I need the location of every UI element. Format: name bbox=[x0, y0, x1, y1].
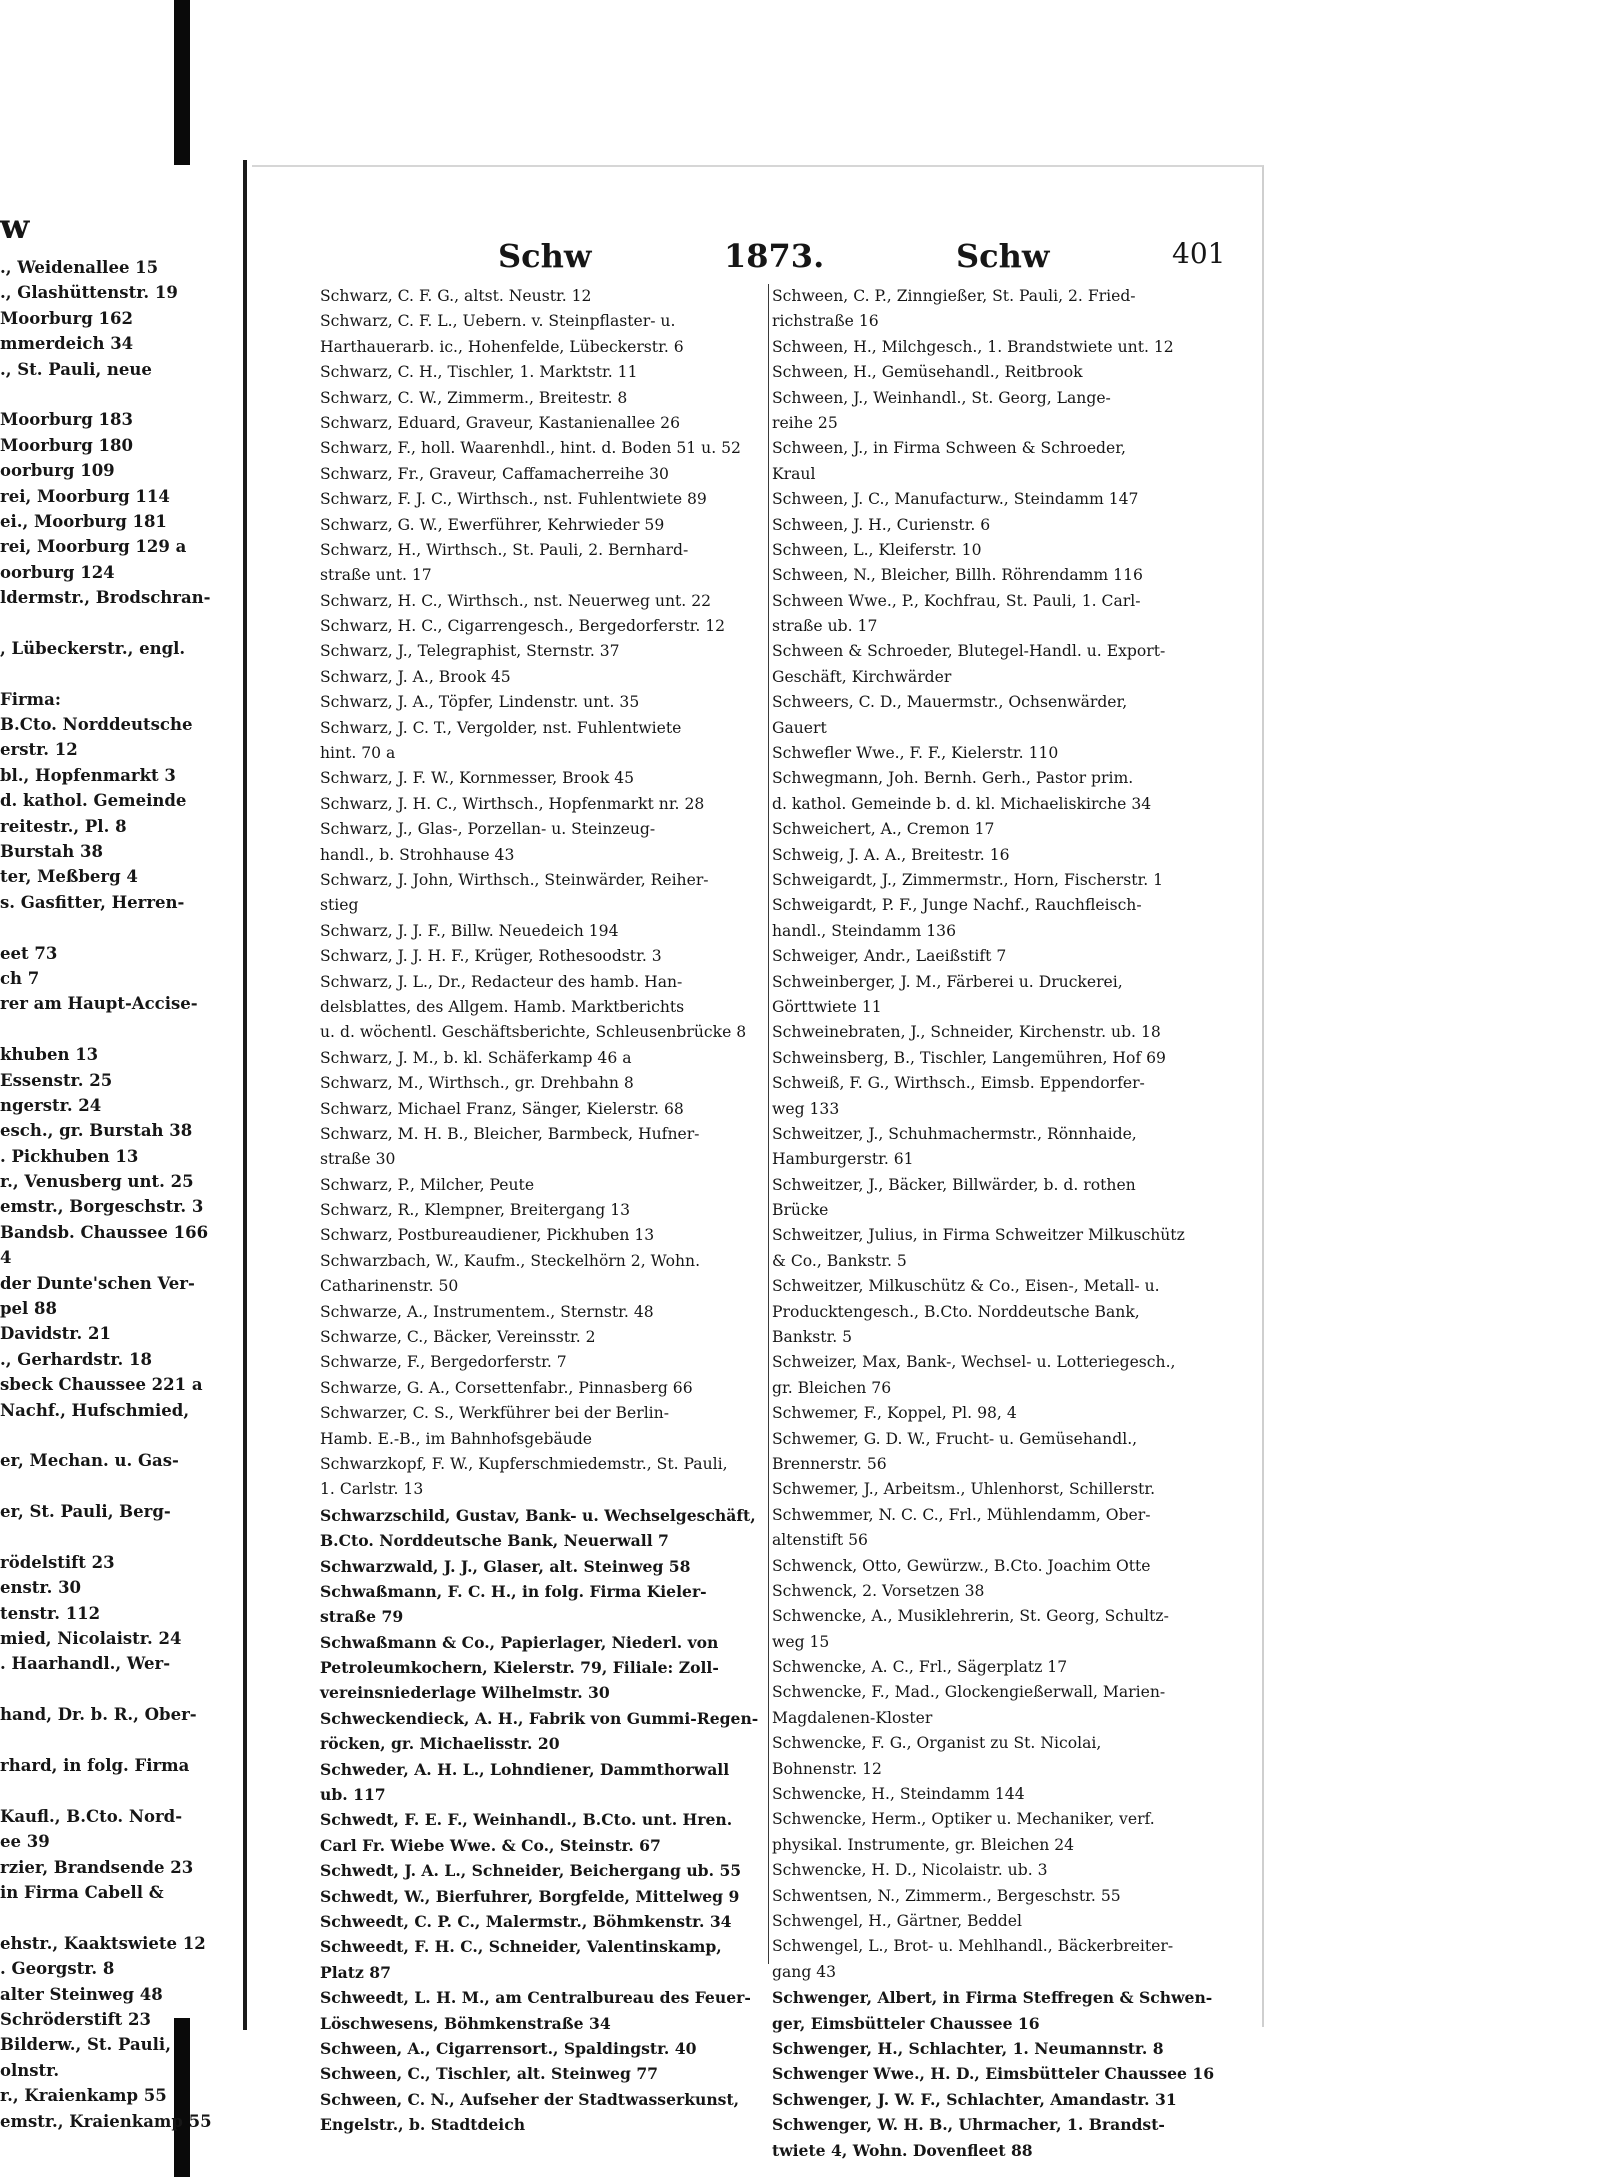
directory-entry-line: Schwarzkopf, F. W., Kupferschmiedemstr., St. Pauli, bbox=[320, 1454, 728, 1473]
directory-entry-line: Schwarzschild, Gustav, Bank- u. Wechselgeschäft, bbox=[320, 1505, 756, 1525]
page-header bbox=[252, 237, 1262, 287]
directory-entry-line: Davidstr. 21 bbox=[0, 1324, 111, 1344]
directory-entry-line: rzier, Brandsende 23 bbox=[0, 1857, 194, 1877]
directory-entry-line: enstr. 30 bbox=[0, 1578, 82, 1598]
directory-entry-line: Harthauerarb. ic., Hohenfelde, Lübeckerstr. 6 bbox=[320, 337, 684, 356]
directory-entry-line bbox=[0, 1525, 212, 1550]
directory-entry-line bbox=[0, 1474, 212, 1499]
directory-entry-line: s. Gasfitter, Herren- bbox=[0, 892, 185, 912]
directory-entry-line: oorburg 124 bbox=[0, 562, 115, 582]
directory-entry-line: der Dunte'schen Ver- bbox=[0, 1273, 195, 1293]
directory-entry-line: ub. 117 bbox=[320, 1785, 386, 1805]
directory-entry-line: Engelstr., b. Stadtdeich bbox=[320, 2115, 526, 2135]
directory-entry-line: rhard, in folg. Firma bbox=[0, 1756, 190, 1776]
directory-entry-line: Schweiger, Andr., Laeißstift 7 bbox=[772, 947, 1007, 966]
directory-entry-line: bl., Hopfenmarkt 3 bbox=[0, 765, 176, 785]
directory-entry-line: rei, Moorburg 114 bbox=[0, 486, 170, 506]
directory-entry-line: Hamburgerstr. 61 bbox=[772, 1150, 914, 1169]
directory-entry-line: Schweitzer, Julius, in Firma Schweitzer Milkuschütz bbox=[772, 1226, 1185, 1245]
directory-entry-line: Schweinberger, J. M., Färberei u. Druckerei, bbox=[772, 972, 1123, 991]
directory-entry-line: physikal. Instrumente, gr. Bleichen 24 bbox=[772, 1835, 1075, 1854]
directory-entry-line: Schwarz, M., Wirthsch., gr. Drehbahn 8 bbox=[320, 1074, 634, 1093]
directory-entry-line: Moorburg 162 bbox=[0, 308, 133, 328]
directory-entry-line: Schwarz, G. W., Ewerführer, Kehrwieder 59 bbox=[320, 515, 665, 534]
directory-entry-line bbox=[0, 1017, 212, 1042]
directory-entry-line: Petroleumkochern, Kielerstr. 79, Filiale: Zoll- bbox=[320, 1658, 719, 1678]
directory-entry-line: rödelstift 23 bbox=[0, 1552, 115, 1572]
directory-entry-line: Schwaßmann & Co., Papierlager, Niederl. von bbox=[320, 1632, 719, 1652]
directory-entry-line: Schwencke, H., Steindamm 144 bbox=[772, 1785, 1025, 1804]
directory-entry-line: Schwarz, C. F. L., Uebern. v. Steinpflaster- u. bbox=[320, 312, 676, 331]
directory-entry-line: Schween, L., Kleiferstr. 10 bbox=[772, 540, 982, 559]
directory-entry-line: Schröderstift 23 bbox=[0, 2009, 151, 2029]
directory-entry-line: Schwedt, F. E. F., Weinhandl., B.Cto. unt. Hren. bbox=[320, 1810, 733, 1830]
directory-entry-line: Bankstr. 5 bbox=[772, 1328, 853, 1347]
directory-entry-line: Schwencke, A. C., Frl., Sägerplatz 17 bbox=[772, 1658, 1068, 1677]
directory-entry-line: ., Gerhardstr. 18 bbox=[0, 1349, 152, 1369]
directory-entry-line: Schwarz, J. John, Wirthsch., Steinwärder, Reiher- bbox=[320, 870, 709, 889]
directory-entry-line: 4 bbox=[0, 1248, 12, 1268]
directory-entry-line: delsblattes, des Allgem. Hamb. Marktberichts bbox=[320, 997, 685, 1016]
directory-entry-line bbox=[0, 1778, 212, 1803]
directory-entry-line: Schweigardt, J., Zimmermstr., Horn, Fischerstr. 1 bbox=[772, 870, 1164, 889]
directory-entry-line: Schwarz, J. C. T., Vergolder, nst. Fuhlentwiete bbox=[320, 718, 682, 737]
directory-entry-line bbox=[0, 382, 212, 407]
directory-entry-line: Schween, J., in Firma Schween & Schroeder, bbox=[772, 439, 1126, 458]
directory-entry-line: Bilderw., St. Pauli, bbox=[0, 2035, 171, 2055]
directory-entry-line: Schwarz, C. W., Zimmerm., Breitestr. 8 bbox=[320, 388, 628, 407]
directory-entry-line: Carl Fr. Wiebe Wwe. & Co., Steinstr. 67 bbox=[320, 1835, 661, 1855]
binding-bar-top bbox=[174, 0, 190, 165]
directory-entry-line: Producktengesch., B.Cto. Norddeutsche Bank, bbox=[772, 1302, 1140, 1321]
directory-entry-line: Schwenger, J. W. F., Schlachter, Amandastr. 31 bbox=[772, 2089, 1177, 2109]
directory-entry-line: Schween, C., Tischler, alt. Steinweg 77 bbox=[320, 2064, 659, 2084]
directory-entry-line: Schween & Schroeder, Blutegel-Handl. u. Export- bbox=[772, 642, 1166, 661]
directory-entry-line: stieg bbox=[320, 896, 359, 915]
directory-entry-line: Kaufl., B.Cto. Nord- bbox=[0, 1806, 183, 1826]
directory-entry-line: Schwegmann, Joh. Bernh. Gerh., Pastor prim. bbox=[772, 769, 1134, 788]
directory-entry-line: ei., Moorburg 181 bbox=[0, 511, 167, 531]
directory-entry-line: Schwencke, F., Mad., Glockengießerwall, Marien- bbox=[772, 1683, 1166, 1702]
directory-entry-line: Schweiß, F. G., Wirthsch., Eimsb. Eppendorfer- bbox=[772, 1074, 1145, 1093]
directory-entry-line: Schwarz, J., Telegraphist, Sternstr. 37 bbox=[320, 642, 620, 661]
directory-page bbox=[252, 165, 1264, 2160]
directory-entry-line: Schwencke, A., Musiklehrerin, St. Georg, Schultz- bbox=[772, 1607, 1169, 1626]
directory-entry-line: Schwarzbach, W., Kaufm., Steckelhörn 2, Wohn. bbox=[320, 1251, 701, 1270]
directory-entry-line: Schwarz, H. C., Wirthsch., nst. Neuerweg unt. 22 bbox=[320, 591, 712, 610]
directory-entry-line: Schwencke, Herm., Optiker u. Mechaniker, verf. bbox=[772, 1810, 1155, 1829]
directory-entry-line: tenstr. 112 bbox=[0, 1603, 101, 1623]
directory-entry-line: weg 133 bbox=[772, 1099, 840, 1118]
directory-entry-line: gr. Bleichen 76 bbox=[772, 1378, 892, 1397]
directory-entry-line: Schweedt, C. P. C., Malermstr., Böhmkenstr. 34 bbox=[320, 1912, 732, 1931]
directory-entry-line: Schwarze, F., Bergedorferstr. 7 bbox=[320, 1353, 567, 1372]
directory-entry-line: Schwenger Wwe., H. D., Eimsbütteler Chaussee 16 bbox=[772, 2064, 1215, 2084]
directory-entry-line: Schweedt, F. H. C., Schneider, Valentinskamp, bbox=[320, 1937, 722, 1957]
directory-entry-line: Schweichert, A., Cremon 17 bbox=[772, 820, 995, 839]
directory-entry-line: handl., b. Strohhause 43 bbox=[320, 845, 515, 864]
directory-entry-line: Moorburg 183 bbox=[0, 410, 133, 430]
directory-entry-line bbox=[0, 1728, 212, 1753]
directory-entry-line: Schwefler Wwe., F. F., Kielerstr. 110 bbox=[772, 744, 1059, 763]
directory-entry-line: in Firma Cabell & bbox=[0, 1883, 164, 1902]
directory-entry-line: Schwarz, Michael Franz, Sänger, Kielerstr. 68 bbox=[320, 1099, 684, 1118]
directory-entry-line: hint. 70 a bbox=[320, 744, 396, 763]
directory-entry-line: u. d. wöchentl. Geschäftsberichte, Schleusenbrücke 8 bbox=[320, 1023, 747, 1042]
directory-entry-line: Schweckendieck, A. H., Fabrik von Gummi-Regen- bbox=[320, 1708, 759, 1728]
directory-entry-line: Schwencke, F. G., Organist zu St. Nicolai, bbox=[772, 1734, 1102, 1753]
directory-entry-line: weg 15 bbox=[772, 1632, 830, 1651]
directory-entry-line: Schwenger, Albert, in Firma Steffregen & Schwen- bbox=[772, 1988, 1213, 2008]
directory-entry-line: Schwenck, 2. Vorsetzen 38 bbox=[772, 1581, 985, 1600]
directory-entry-line: Schween, J. C., Manufacturw., Steindamm 147 bbox=[772, 490, 1139, 509]
directory-entry-line: Schwarzer, C. S., Werkführer bei der Berlin- bbox=[320, 1404, 669, 1423]
directory-entry-line: Schween, H., Milchgesch., 1. Brandstwiete unt. 12 bbox=[772, 337, 1174, 356]
directory-entry-line: altenstift 56 bbox=[772, 1531, 868, 1550]
directory-entry-line: Schwarz, R., Klempner, Breitergang 13 bbox=[320, 1201, 631, 1220]
directory-entry-line: Schwarz, J. J. F., Billw. Neuedeich 194 bbox=[320, 921, 619, 940]
directory-entry-line: Schwaßmann, F. C. H., in folg. Firma Kieler- bbox=[320, 1581, 707, 1601]
directory-entry-line: & Co., Bankstr. 5 bbox=[772, 1251, 907, 1270]
directory-entry-line: khuben 13 bbox=[0, 1045, 99, 1065]
directory-entry-line: Schweizer, Max, Bank-, Wechsel- u. Lotteriegesch., bbox=[772, 1353, 1176, 1372]
directory-entry-line: alter Steinweg 48 bbox=[0, 1984, 163, 2004]
directory-entry-line: Schweitzer, Milkuschütz & Co., Eisen-, Metall- u. bbox=[772, 1277, 1160, 1296]
directory-entry-line: Bandsb. Chaussee 166 bbox=[0, 1222, 209, 1242]
directory-entry-line: Schweedt, L. H. M., am Centralbureau des Feuer- bbox=[320, 1988, 751, 2008]
directory-entry-line: mied, Nicolaistr. 24 bbox=[0, 1629, 182, 1649]
directory-entry-line: Schwemmer, N. C. C., Frl., Mühlendamm, Ober- bbox=[772, 1505, 1151, 1524]
directory-entry-line: Schwarz, F. J. C., Wirthsch., nst. Fuhlentwiete 89 bbox=[320, 490, 707, 509]
directory-entry-line: Schwarz, J. J. H. F., Krüger, Rothesoodstr. 3 bbox=[320, 947, 662, 966]
directory-entry-line: . Georgstr. 8 bbox=[0, 1959, 115, 1979]
column-divider bbox=[768, 284, 769, 1964]
directory-entry-line: Nachf., Hufschmied, bbox=[0, 1400, 190, 1420]
directory-entry-line: Schwenger, H., Schlachter, 1. Neumannstr. 8 bbox=[772, 2038, 1164, 2058]
directory-entry-line: vereinsniederlage Wilhelmstr. 30 bbox=[320, 1683, 610, 1703]
directory-entry-line: Schweinebraten, J., Schneider, Kirchenstr. ub. 18 bbox=[772, 1023, 1161, 1042]
directory-entry-line: Schweers, C. D., Mauermstr., Ochsenwärder, bbox=[772, 693, 1128, 712]
directory-entry-line: Bohnenstr. 12 bbox=[772, 1759, 882, 1778]
directory-entry-line: Schwenck, Otto, Gewürzw., B.Cto. Joachim Otte bbox=[772, 1556, 1151, 1575]
directory-entry-line: emstr., Kraienkamp 55 bbox=[0, 2111, 212, 2131]
directory-entry-line: Schweitzer, J., Bäcker, Billwärder, b. d. rothen bbox=[772, 1175, 1136, 1194]
directory-entry-line: er, Mechan. u. Gas- bbox=[0, 1451, 179, 1471]
directory-entry-line: ldermstr., Brodschran- bbox=[0, 588, 211, 608]
directory-entry-line bbox=[0, 1677, 212, 1702]
directory-entry-line: Platz 87 bbox=[320, 1962, 391, 1982]
directory-entry-line: straße ub. 17 bbox=[772, 617, 878, 636]
directory-entry-line: Schwedt, W., Bierfuhrer, Borgfelde, Mittelweg 9 bbox=[320, 1886, 740, 1906]
directory-entry-line: Schweigardt, P. F., Junge Nachf., Rauchfleisch- bbox=[772, 896, 1142, 915]
directory-entry-line: Schween, N., Bleicher, Billh. Röhrendamm 116 bbox=[772, 566, 1143, 585]
directory-entry-line: emstr., Borgeschstr. 3 bbox=[0, 1197, 204, 1217]
directory-entry-line: ehstr., Kaaktswiete 12 bbox=[0, 1933, 206, 1953]
directory-entry-line: Gauert bbox=[772, 718, 827, 737]
directory-entry-line: er, St. Pauli, Berg- bbox=[0, 1502, 171, 1522]
directory-entry-line: Geschäft, Kirchwärder bbox=[772, 667, 952, 686]
header-year: 1873. bbox=[724, 237, 825, 275]
directory-entry-line: ger, Eimsbütteler Chaussee 16 bbox=[772, 2013, 1040, 2033]
directory-entry-line: erstr. 12 bbox=[0, 740, 78, 760]
directory-entry-line: Schweitzer, J., Schuhmachermstr., Rönnhaide, bbox=[772, 1124, 1137, 1143]
directory-entry-line bbox=[0, 1905, 212, 1930]
directory-entry-line bbox=[0, 661, 212, 686]
directory-entry-line: pel 88 bbox=[0, 1299, 58, 1319]
directory-entry-line: r., Kraienkamp 55 bbox=[0, 2086, 167, 2106]
directory-entry-line: Schwarz, H. C., Cigarrengesch., Bergedorferstr. 12 bbox=[320, 617, 726, 636]
directory-entry-line: . Haarhandl., Wer- bbox=[0, 1654, 171, 1674]
directory-entry-line: Schween, C. N., Aufseher der Stadtwasserkunst, bbox=[320, 2089, 740, 2109]
page-number: 401 bbox=[1172, 237, 1226, 270]
directory-entry-line: Schwengel, H., Gärtner, Beddel bbox=[772, 1912, 1022, 1930]
directory-entry-line: olnstr. bbox=[0, 2060, 60, 2080]
directory-entry-line: straße unt. 17 bbox=[320, 566, 432, 585]
directory-entry-line: Schwencke, H. D., Nicolaistr. ub. 3 bbox=[772, 1861, 1048, 1880]
directory-entry-line: Brennerstr. 56 bbox=[772, 1454, 887, 1473]
directory-entry-line: rei, Moorburg 129 a bbox=[0, 537, 187, 557]
directory-entry-line: Schwarz, J., Glas-, Porzellan- u. Steinzeug- bbox=[320, 820, 656, 839]
directory-entry-line: Schween, C. P., Zinngießer, St. Pauli, 2. Fried- bbox=[772, 287, 1136, 305]
directory-entry-line: 1. Carlstr. 13 bbox=[320, 1480, 424, 1499]
directory-entry-line: Schwarz, J. L., Dr., Redacteur des hamb. Han- bbox=[320, 972, 683, 991]
directory-entry-line: oorburg 109 bbox=[0, 461, 115, 481]
directory-entry-line: Firma: bbox=[0, 689, 61, 709]
directory-entry-line: B.Cto. Norddeutsche Bank, Neuerwall 7 bbox=[320, 1531, 669, 1551]
directory-entry-line: Schwedt, J. A. L., Schneider, Beichergang ub. 55 bbox=[320, 1861, 742, 1881]
directory-entry-line: d. kathol. Gemeinde b. d. kl. Michaeliskirche 34 bbox=[772, 794, 1152, 813]
directory-entry-line: Schwarz, C. H., Tischler, 1. Marktstr. 11 bbox=[320, 363, 638, 382]
directory-entry-line: . Pickhuben 13 bbox=[0, 1146, 139, 1166]
directory-entry-line: Schwarz, C. F. G., altst. Neustr. 12 bbox=[320, 287, 592, 305]
directory-entry-line: Schwarzwald, J. J., Glaser, alt. Steinweg 58 bbox=[320, 1556, 691, 1576]
directory-entry-line: Schwarz, F., holl. Waarenhdl., hint. d. Boden 51 u. 52 bbox=[320, 439, 741, 458]
right-column bbox=[772, 284, 1220, 2163]
directory-entry-line: Löschwesens, Böhmkenstraße 34 bbox=[320, 2013, 611, 2033]
directory-entry-line bbox=[0, 915, 212, 940]
directory-entry-line: Schwarz, J. A., Töpfer, Lindenstr. unt. 35 bbox=[320, 693, 640, 712]
directory-entry-line: straße 30 bbox=[320, 1150, 396, 1169]
directory-entry-line: Catharinenstr. 50 bbox=[320, 1277, 459, 1296]
directory-entry-line: Kraul bbox=[772, 464, 816, 483]
directory-entry-line: d. kathol. Gemeinde bbox=[0, 791, 187, 811]
directory-entry-line: Schweinsberg, B., Tischler, Langemühren, Hof 69 bbox=[772, 1048, 1166, 1067]
previous-page-heading: w bbox=[0, 207, 30, 247]
directory-entry-line: ., Weidenallee 15 bbox=[0, 258, 159, 277]
directory-entry-line: ., St. Pauli, neue bbox=[0, 359, 152, 379]
directory-entry-line: hand, Dr. b. R., Ober- bbox=[0, 1705, 197, 1725]
directory-entry-line: Brücke bbox=[772, 1201, 829, 1220]
directory-entry-line: Magdalenen-Kloster bbox=[772, 1708, 933, 1727]
directory-entry-line: Schwemer, F., Koppel, Pl. 98, 4 bbox=[772, 1404, 1017, 1423]
directory-entry-line bbox=[0, 610, 212, 635]
directory-entry-line: Schwarz, Eduard, Graveur, Kastanienallee 26 bbox=[320, 413, 681, 432]
directory-entry-line: Schwengel, L., Brot- u. Mehlhandl., Bäckerbreiter- bbox=[772, 1937, 1174, 1956]
directory-entry-line: eet 73 bbox=[0, 943, 58, 963]
directory-entry-line: sbeck Chaussee 221 a bbox=[0, 1375, 203, 1395]
page-gutter bbox=[243, 160, 247, 2030]
directory-entry-line: mmerdeich 34 bbox=[0, 334, 134, 354]
directory-entry-line: , Lübeckerstr., engl. bbox=[0, 638, 186, 658]
directory-entry-line: Schwarz, J. A., Brook 45 bbox=[320, 667, 511, 686]
directory-entry-line: ee 39 bbox=[0, 1832, 50, 1852]
previous-page-fragment bbox=[0, 155, 230, 2131]
directory-entry-line: ter, Meßberg 4 bbox=[0, 867, 138, 887]
directory-entry-line: Schwarz, Fr., Graveur, Caffamacherreihe 30 bbox=[320, 464, 669, 483]
directory-entry-line: reitestr., Pl. 8 bbox=[0, 816, 127, 836]
directory-entry-line: Schweder, A. H. L., Lohndiener, Dammthorwall bbox=[320, 1759, 730, 1779]
directory-entry-line: Schwarz, J. F. W., Kornmesser, Brook 45 bbox=[320, 769, 635, 788]
directory-entry-line: Schwarz, M. H. B., Bleicher, Barmbeck, Hufner- bbox=[320, 1124, 700, 1143]
header-right-catchword: Schw bbox=[956, 237, 1050, 275]
directory-entry-line: ch 7 bbox=[0, 968, 40, 988]
directory-entry-line: Görttwiete 11 bbox=[772, 997, 882, 1016]
directory-entry-line: esch., gr. Burstah 38 bbox=[0, 1121, 193, 1141]
directory-entry-line: twiete 4, Wohn. Dovenfleet 88 bbox=[772, 2140, 1033, 2160]
directory-entry-line: Schween Wwe., P., Kochfrau, St. Pauli, 1. Carl- bbox=[772, 591, 1141, 610]
directory-entry-line: Schwarz, P., Milcher, Peute bbox=[320, 1175, 535, 1194]
directory-entry-line: Schwarz, J. M., b. kl. Schäferkamp 46 a bbox=[320, 1048, 632, 1067]
directory-entry-line: Hamb. E.-B., im Bahnhofsgebäude bbox=[320, 1429, 593, 1448]
directory-entry-line: Essenstr. 25 bbox=[0, 1070, 113, 1090]
directory-entry-line: straße 79 bbox=[320, 1607, 404, 1627]
directory-entry-line: röcken, gr. Michaelisstr. 20 bbox=[320, 1734, 560, 1754]
directory-entry-line: Schwentsen, N., Zimmerm., Bergeschstr. 55 bbox=[772, 1886, 1121, 1905]
directory-entry-line: Schwarze, C., Bäcker, Vereinsstr. 2 bbox=[320, 1328, 596, 1347]
directory-entry-line: reihe 25 bbox=[772, 413, 838, 432]
directory-entry-line: Schwemer, J., Arbeitsm., Uhlenhorst, Schillerstr. bbox=[772, 1480, 1156, 1499]
directory-entry-line: Schwemer, G. D. W., Frucht- u. Gemüsehandl., bbox=[772, 1429, 1138, 1448]
directory-entry-line: Burstah 38 bbox=[0, 841, 103, 861]
directory-entry-line: Schwarz, Postbureaudiener, Pickhuben 13 bbox=[320, 1226, 655, 1245]
directory-entry-line bbox=[0, 1423, 212, 1448]
directory-entry-line: Schwarz, J. H. C., Wirthsch., Hopfenmarkt nr. 28 bbox=[320, 794, 705, 813]
directory-entry-line: Schweig, J. A. A., Breitestr. 16 bbox=[772, 845, 1010, 864]
directory-entry-line: richstraße 16 bbox=[772, 312, 879, 331]
directory-entry-line: Schwarze, G. A., Corsettenfabr., Pinnasberg 66 bbox=[320, 1378, 693, 1397]
directory-entry-line: Schween, A., Cigarrensort., Spaldingstr. 40 bbox=[320, 2038, 697, 2058]
previous-page-lines bbox=[0, 255, 212, 2134]
directory-entry-line: Schween, H., Gemüsehandl., Reitbrook bbox=[772, 363, 1083, 382]
directory-entry-line: gang 43 bbox=[772, 1962, 837, 1981]
directory-entry-line: rer am Haupt-Accise- bbox=[0, 994, 198, 1014]
directory-entry-line: B.Cto. Norddeutsche bbox=[0, 715, 193, 735]
directory-entry-line: Schween, J., Weinhandl., St. Georg, Lange- bbox=[772, 388, 1111, 407]
directory-entry-line: handl., Steindamm 136 bbox=[772, 921, 957, 940]
directory-entry-line: Schwarze, A., Instrumentem., Sternstr. 48 bbox=[320, 1302, 654, 1321]
directory-entry-line: Schwenger, W. H. B., Uhrmacher, 1. Brandst- bbox=[772, 2115, 1165, 2135]
directory-entry-line: ., Glashüttenstr. 19 bbox=[0, 283, 178, 303]
left-column bbox=[320, 284, 768, 2138]
directory-entry-line: Schwarz, H., Wirthsch., St. Pauli, 2. Bernhard- bbox=[320, 540, 689, 559]
directory-entry-line: r., Venusberg unt. 25 bbox=[0, 1172, 194, 1192]
header-left-catchword: Schw bbox=[498, 237, 592, 275]
directory-entry-line: Schween, J. H., Curienstr. 6 bbox=[772, 515, 991, 534]
directory-entry-line: Moorburg 180 bbox=[0, 435, 133, 455]
directory-entry-line: ngerstr. 24 bbox=[0, 1095, 102, 1115]
